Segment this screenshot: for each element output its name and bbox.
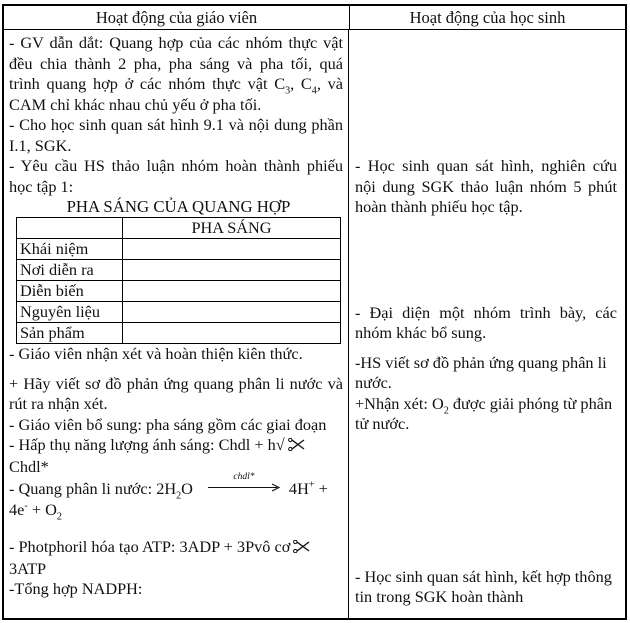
worksheet-title: PHA SÁNG CỦA QUANG HỢP — [66, 197, 291, 216]
worksheet-row-label: Nguyên liệu — [17, 302, 123, 323]
table-header-row — [4, 6, 625, 30]
atp-reactants: - Photphoril hóa tạo ATP: 3ADP + 3Pvô cơ — [9, 537, 291, 556]
activities-table — [2, 4, 627, 620]
worksheet-value-cell — [123, 281, 341, 302]
table-body-row — [4, 30, 625, 618]
column-header-student: Hoạt động của học sinh — [409, 7, 566, 27]
atp-product: 3ATP — [9, 558, 47, 578]
student-present-paragraph: - Đại diện một nhóm trình bày, các nhóm khác bổ sung. — [355, 302, 617, 342]
teacher-intro-paragraph: - GV dẫn dắt: Quang hợp của các nhóm thực vật đều chia thành 2 pha, pha sáng và pha tối, quá trình quang hợp ở các nhóm thực vật $C_3$, $C_4$, và CAM chỉ khác nhau chủ yếu ở pha tối. — [9, 33, 343, 114]
scissors-icon — [288, 436, 305, 457]
worksheet-row — [17, 239, 341, 260]
worksheet-value-cell — [123, 302, 341, 323]
photolysis-product-line2: $4e^- + O_2$ — [9, 499, 62, 522]
worksheet-column-header: PHA SÁNG — [123, 218, 341, 239]
worksheet-row-label: Diễn biến — [17, 281, 123, 302]
worksheet-table — [16, 217, 341, 344]
scissors-icon — [293, 538, 310, 559]
worksheet-row-label: Nơi diễn ra — [17, 260, 123, 281]
atp-formula — [9, 537, 343, 579]
water-photolysis-question: + Hãy viết sơ đồ phản ứng quang phân li nước và rút ra nhận xét. — [9, 373, 343, 413]
spacer — [9, 365, 343, 374]
reaction-arrow — [207, 472, 281, 498]
water-photolysis-formula — [9, 472, 343, 522]
worksheet-row-label: Khái niệm — [17, 239, 123, 260]
worksheet-row — [17, 260, 341, 281]
worksheet-row — [17, 281, 341, 302]
nadph-line: -Tổng hợp NADPH: — [9, 579, 143, 598]
worksheet-block — [16, 197, 341, 344]
worksheet-corner-cell — [17, 218, 123, 239]
worksheet-value-cell — [123, 260, 341, 281]
student-sgk-paragraph: - Học sinh quan sát hình, kết hợp thông tin trong SGK hoàn thành — [355, 566, 612, 606]
student-observe-paragraph: - Học sinh quan sát hình, nghiên cứu nội dung SGK thảo luận nhóm 5 phút hoàn thành phiếu học tập. — [355, 156, 617, 216]
worksheet-header-row — [17, 218, 341, 239]
spacer — [9, 520, 343, 537]
column-header-teacher: Hoạt động của giáo viên — [4, 6, 350, 29]
student-remark-paragraph: +Nhận xét: $O_2$ được giải phóng từ phân tử nước. — [355, 393, 613, 433]
worksheet-row — [17, 302, 341, 323]
worksheet-value-cell — [123, 323, 341, 344]
photolysis-product-line1: 4H+ + — [288, 479, 328, 498]
teacher-activities-cell — [4, 30, 349, 618]
observe-figure-instruction: - Cho học sinh quan sát hình 9.1 và nội dung phần I.1, SGK. — [9, 115, 343, 155]
photolysis-reactant: - Quang phân li nước: $2H_2O$ — [9, 479, 193, 502]
student-activities-cell — [349, 30, 625, 618]
worksheet-row-label: Sản phẩm — [17, 323, 123, 344]
light-absorption-formula — [9, 435, 343, 477]
light-absorption-text: - Hấp thụ năng lượng ánh sáng: Chdl + h√ — [9, 435, 285, 454]
worksheet-row — [17, 323, 341, 344]
student-diagram-paragraph: -HS viết sơ đồ phản ứng quang phân li nước. — [355, 352, 607, 392]
teacher-feedback-line: - Giáo viên nhận xét và hoàn thiện kiên thức. — [9, 344, 303, 363]
arrow-catalyst-label: chdl* — [233, 472, 255, 482]
group-discussion-instruction: - Yêu cầu HS thảo luận nhóm hoàn thành phiếu học tập 1: — [9, 156, 343, 196]
worksheet-value-cell — [123, 239, 341, 260]
light-absorption-product: Chdl* — [9, 456, 49, 476]
teacher-supplement-line: - Giáo viên bổ sung: pha sáng gồm các giai đoạn — [9, 414, 327, 434]
